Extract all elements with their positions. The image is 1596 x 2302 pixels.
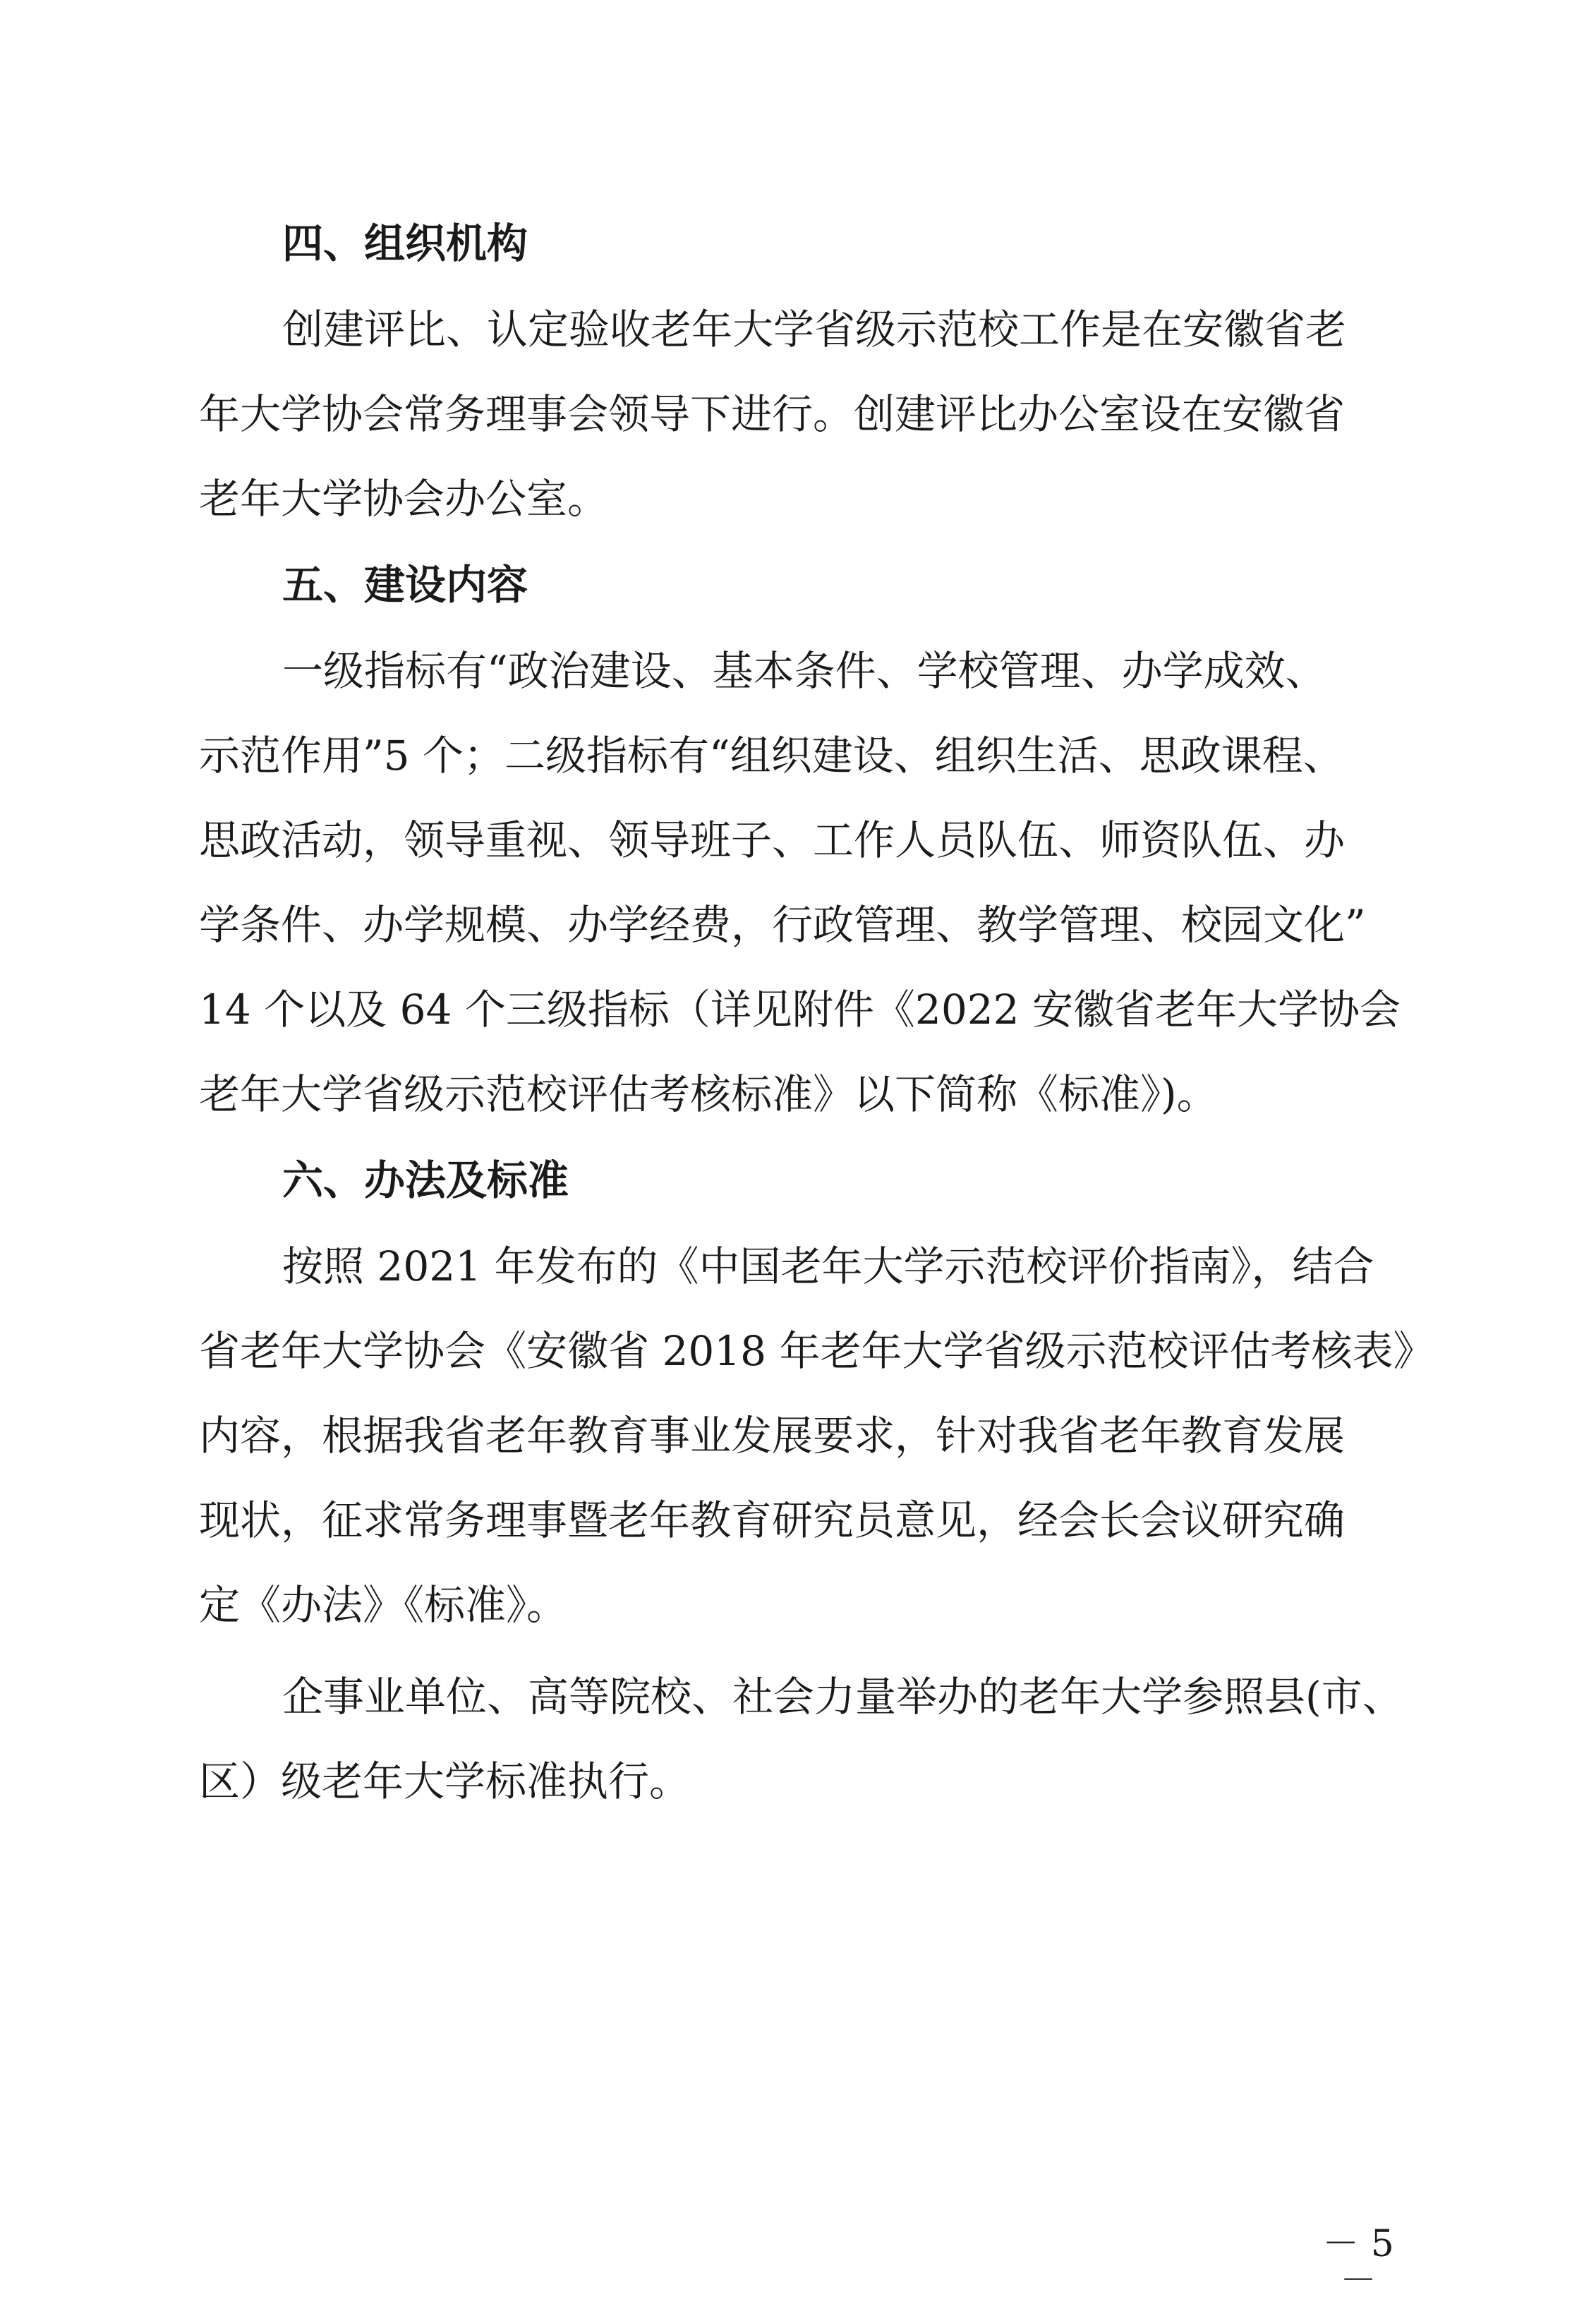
paragraph-line: 老年大学省级示范校评估考核标准》以下简称《标准》)。: [199, 1070, 1218, 1118]
section-heading-methods: 六、办法及标准: [282, 1156, 569, 1204]
paragraph-line: 企事业单位、高等院校、社会力量举办的老年大学参照县(市、: [282, 1673, 1403, 1721]
paragraph-line: 创建评比、认定验收老年大学省级示范校工作是在安徽省老: [282, 305, 1347, 353]
page-number: － 5 －: [1322, 2223, 1394, 2302]
paragraph-line: 定《办法》《标准》。: [199, 1581, 568, 1629]
paragraph-line: 按照 2021 年发布的《中国老年大学示范校评价指南》，结合: [282, 1242, 1374, 1290]
paragraph-line: 示范作用”5 个；二级指标有“组织建设、组织生活、思政课程、: [199, 732, 1344, 780]
paragraph-line: 14 个以及 64 个三级指标（详见附件《2022 安徽省老年大学协会: [199, 986, 1401, 1034]
section-heading-organization: 四、组织机构: [282, 219, 528, 267]
paragraph-line: 内容，根据我省老年教育事业发展要求，针对我省老年教育发展: [199, 1412, 1346, 1460]
paragraph-line: 现状，征求常务理事暨老年教育研究员意见，经会长会议研究确: [199, 1496, 1346, 1544]
paragraph-line: 学条件、办学规模、办学经费，行政管理、教学管理、校园文化”: [199, 901, 1366, 949]
paragraph-line: 一级指标有“政治建设、基本条件、学校管理、办学成效、: [282, 647, 1326, 695]
paragraph-line: 老年大学协会办公室。: [199, 475, 609, 523]
section-heading-content: 五、建设内容: [282, 561, 528, 609]
paragraph-line: 省老年大学协会《安徽省 2018 年老年大学省级示范校评估考核表》: [199, 1327, 1434, 1375]
paragraph-line: 区）级老年大学标准执行。: [199, 1757, 691, 1805]
paragraph-line: 思政活动，领导重视、领导班子、工作人员队伍、师资队伍、办: [199, 816, 1346, 864]
paragraph-line: 年大学协会常务理事会领导下进行。创建评比办公室设在安徽省: [199, 390, 1346, 438]
